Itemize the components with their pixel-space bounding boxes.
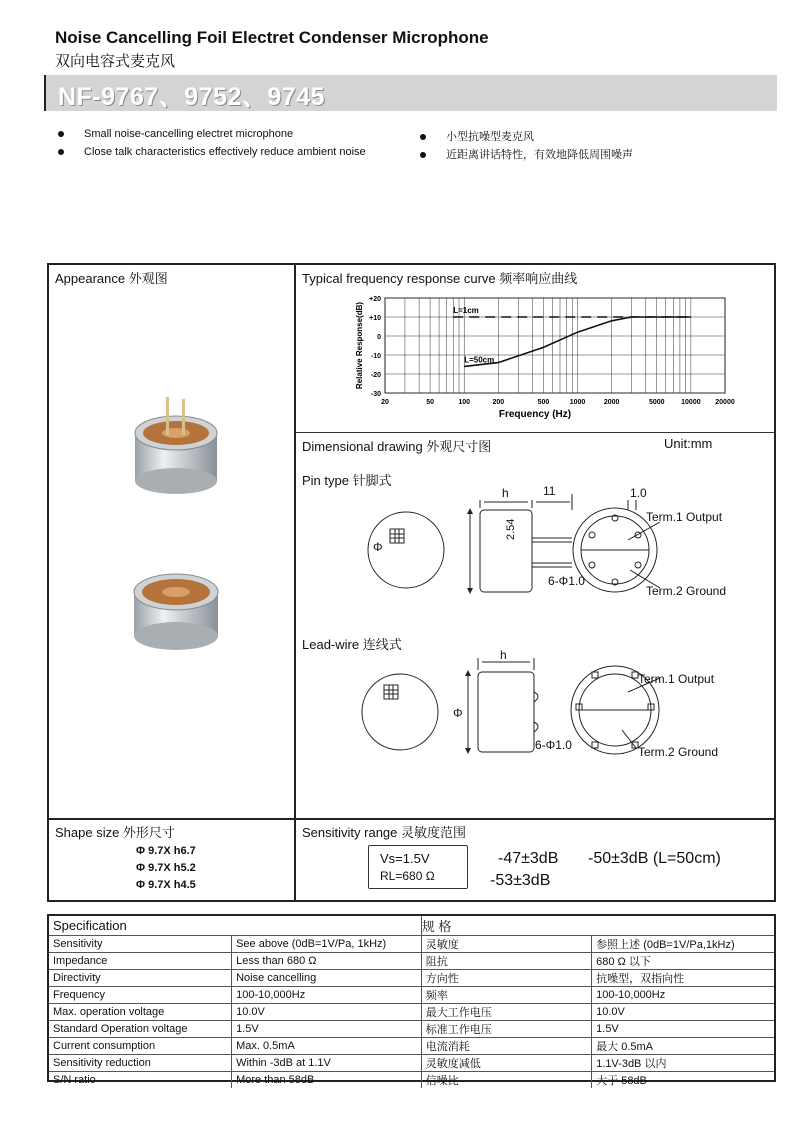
feature-item: Small noise-cancelling electret microphone [58,128,293,140]
feature-item-cn: 小型抗噪型麦克风 [420,128,534,144]
spec-header-row [49,916,774,936]
dim-h-label: h [502,486,509,500]
term2-label: Term.2 Ground [638,745,719,759]
term1-label: Term.1 Output [638,672,715,686]
x-axis-label: Frequency (Hz) [498,409,572,420]
bullet-icon [420,152,426,158]
spec-cell: Standard Operation voltage [49,1021,232,1038]
panel-divider [294,263,296,902]
x-tick-label: 500 [537,399,550,406]
spec-row [49,1038,774,1055]
freq-chart-title: Typical frequency response curve 频率响应曲线 [302,271,578,286]
spec-cell: 频率 [421,987,591,1004]
spec-cell: Noise cancelling [232,970,422,987]
spec-cell: Max. 0.5mA [232,1038,422,1055]
spec-cell: 方向性 [421,970,591,987]
spec-row [49,1021,774,1038]
sensitivity-value-50cm: -50±3dB (L=50cm) [588,850,721,867]
y-tick-label: -30 [370,391,381,398]
dim-254-label: 2.54 [505,518,517,540]
bullet-icon [420,134,426,140]
spec-cell: Current consumption [49,1038,232,1055]
spec-cell: 680 Ω 以下 [592,953,774,970]
spec-row [49,970,774,987]
spec-cell: Within -3dB at 1.1V [232,1055,422,1072]
frequency-response-chart [350,290,740,425]
pin-diameter-label: 6-Φ1.0 [548,574,585,588]
spec-header-cn: 规 格 [421,916,774,936]
sensitivity-value-low: -53±3dB [490,872,551,889]
spec-cell: 10.0V [592,1004,774,1021]
x-tick-label: 20 [381,399,389,406]
shape-size-label: Shape size 外形尺寸 [55,825,175,840]
spec-cell: Max. operation voltage [49,1004,232,1021]
supply-voltage: Vs=1.5V [380,851,430,866]
spec-cell: Impedance [49,953,232,970]
spec-cell: See above (0dB=1V/Pa, 1kHz) [232,936,422,953]
phi-label: Φ [373,540,383,554]
spec-cell: 大于 58dB [592,1072,774,1089]
spec-cell: 电流消耗 [421,1038,591,1055]
y-tick-label: +20 [369,296,381,303]
spec-cell: More than 58dB [232,1072,422,1089]
y-tick-label: -10 [370,353,381,360]
spec-cell: 参照上述 (0dB=1V/Pa,1kHz) [592,936,774,953]
x-tick-label: 200 [492,399,505,406]
x-tick-label: 10000 [681,399,701,406]
feature-item-cn: 近距离讲话特性，有效地降低周围噪声 [420,146,633,162]
appearance-label: Appearance 外观图 [55,271,168,286]
x-tick-label: 100 [458,399,471,406]
shape-size-item: Φ 9.7X h4.5 [136,879,196,891]
dim-title: Dimensional drawing 外观尺寸图 [302,439,492,454]
y-tick-label: 0 [377,334,381,341]
spec-table [49,916,774,1088]
spec-cell: Frequency [49,987,232,1004]
microphone-pin-photo [120,385,230,505]
spec-cell: Sensitivity reduction [49,1055,232,1072]
spec-cell: Directivity [49,970,232,987]
panel-divider [48,818,775,820]
lead-wire-label: Lead-wire 连线式 [302,637,402,652]
x-tick-label: 20000 [715,399,735,406]
spec-row [49,987,774,1004]
spec-cell: 标准工作电压 [421,1021,591,1038]
pin-diameter-label: 6-Φ1.0 [535,738,572,752]
y-tick-label: +10 [369,315,381,322]
spec-header-en: Specification [49,916,421,936]
phi-label: Φ [453,706,463,720]
spec-row [49,1072,774,1089]
x-tick-label: 1000 [569,399,586,406]
spec-cell: 1.5V [232,1021,422,1038]
bullet-icon [58,131,64,137]
spec-cell: 抗噪型，双指向性 [592,970,774,987]
document-title-cn: 双向电容式麦克风 [55,53,176,70]
model-numbers: NF-9767、9752、9745 [58,83,325,111]
series-label: L=1cm [453,306,479,315]
bullet-icon [58,149,64,155]
spec-cell: 10.0V [232,1004,422,1021]
dim-10-label: 1.0 [630,486,647,500]
x-tick-label: 2000 [603,399,620,406]
dim-h-label: h [500,648,507,662]
shape-size-item: Φ 9.7X h6.7 [136,845,196,857]
term1-label: Term.1 Output [646,510,723,524]
spec-cell: 灵敏度 [421,936,591,953]
series-label: L=50cm [464,355,495,365]
y-tick-label: -20 [370,372,381,379]
y-axis-label: Relative Response(dB) [355,301,364,390]
spec-cell: 1.5V [592,1021,774,1038]
spec-cell: 灵敏度减低 [421,1055,591,1072]
spec-cell: Sensitivity [49,936,232,953]
spec-row [49,1055,774,1072]
spec-row [49,953,774,970]
spec-cell: 最大工作电压 [421,1004,591,1021]
shape-size-item: Φ 9.7X h5.2 [136,862,196,874]
term2-label: Term.2 Ground [646,584,727,598]
spec-cell: 阻抗 [421,953,591,970]
microphone-lead-photo [120,560,230,670]
feature-item: Close talk characteristics effectively reduce ambient noise [58,146,366,158]
spec-row [49,1004,774,1021]
load-resistance: RL=680 Ω [380,869,435,883]
x-tick-label: 5000 [648,399,665,406]
dim-unit: Unit:mm [664,436,713,451]
chart-frame [385,298,725,393]
spec-cell: Less than 680 Ω [232,953,422,970]
spec-cell: 100-10,000Hz [592,987,774,1004]
sensitivity-value: -47±3dB [498,850,559,867]
spec-cell: 1.1V-3dB 以内 [592,1055,774,1072]
spec-cell: S/N ratio [49,1072,232,1089]
spec-cell: 最大 0.5mA [592,1038,774,1055]
pin-type-label: Pin type 针脚式 [302,473,392,488]
document-title: Noise Cancelling Foil Electret Condenser Microphone [55,28,489,47]
panel-divider [295,432,775,433]
dim-11-label: 11 [543,484,556,498]
spec-row [49,936,774,953]
spec-cell: 信噪比 [421,1072,591,1089]
sensitivity-label: Sensitivity range 灵敏度范围 [302,825,466,840]
x-tick-label: 50 [426,399,434,406]
spec-cell: 100-10,000Hz [232,987,422,1004]
